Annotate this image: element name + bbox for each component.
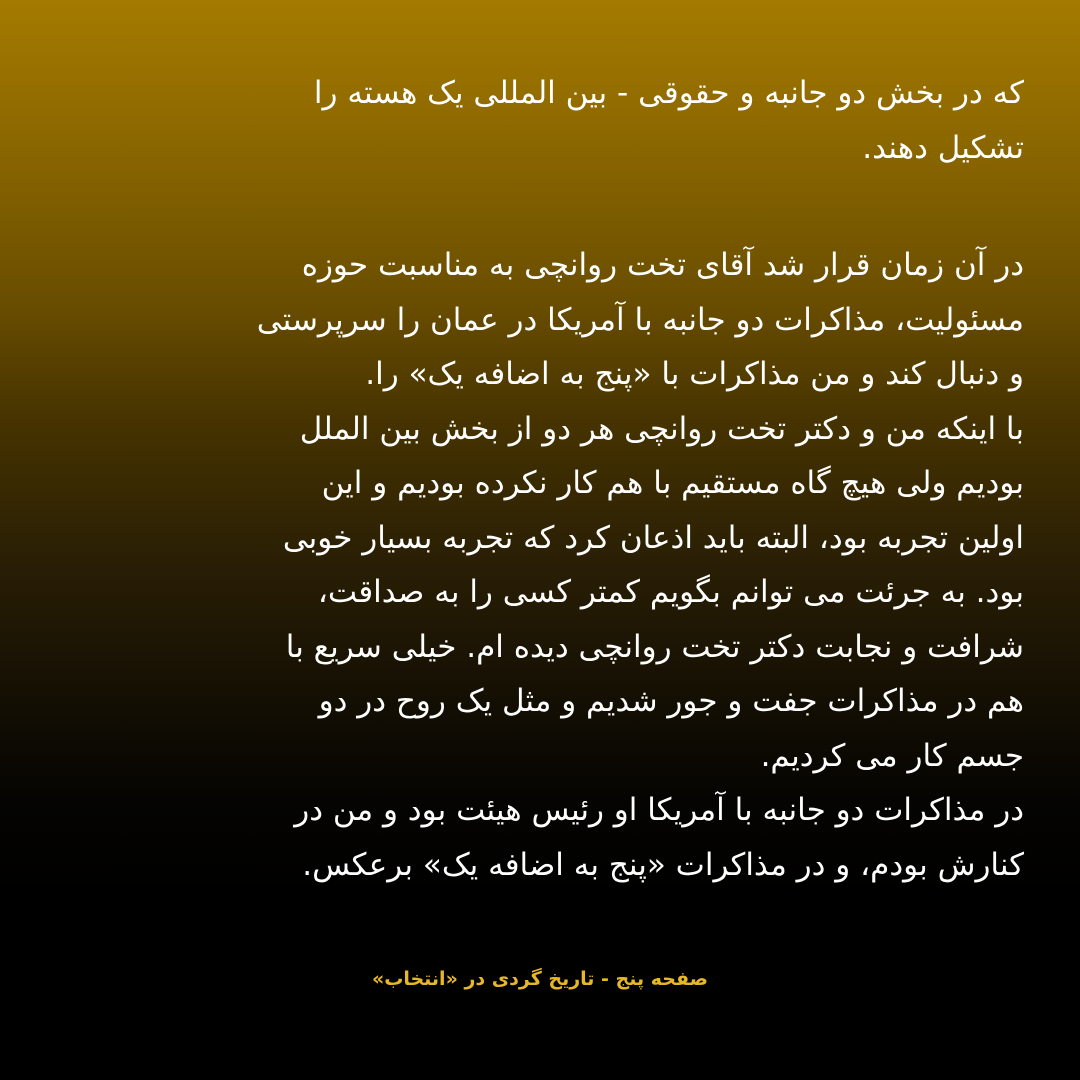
page-caption: صفحه پنج - تاریخ گردی در «انتخاب»: [371, 968, 709, 990]
text-line: که در بخش دو جانبه و حقوقی - بین المللی یک هسته را: [313, 75, 1024, 111]
text-line: در مذاکرات دو جانبه با آمریکا او رئیس هیئت بود و من در: [294, 792, 1024, 828]
text-line: بود. به جرئت می توانم بگویم کمتر کسی را به صداقت،: [317, 574, 1024, 610]
paragraph-2: [84, 238, 1024, 402]
text-line: هم در مذاکرات جفت و جور شدیم و مثل یک روح در دو: [318, 683, 1024, 719]
paragraph-3: [84, 402, 1024, 784]
paragraph-spacer: [84, 175, 1024, 238]
text-line: بودیم ولی هیچ گاه مستقیم با هم کار نکرده بودیم و این: [321, 465, 1024, 501]
text-line: مسئولیت، مذاکرات دو جانبه با آمریکا در عمان را سرپرستی: [256, 301, 1024, 338]
text-line: کنارش بودم، و در مذاکرات «پنج به اضافه یک» برعکس.: [302, 846, 1024, 883]
text-line: و دنبال کند و من مذاکرات با «پنج به اضافه یک» را.: [365, 356, 1024, 392]
text-line: شرافت و نجابت دکتر تخت روانچی دیده ام. خیلی سریع با: [285, 628, 1024, 665]
document-body: [84, 66, 1024, 892]
text-line: با اینکه من و دکتر تخت روانچی هر دو از بخش بین الملل: [299, 410, 1024, 447]
paragraph-1: [84, 66, 1024, 175]
text-line: اولین تجربه بود، البته باید اذعان کرد که تجربه بسیار خوبی: [282, 519, 1024, 556]
text-line: تشکیل دهند.: [862, 129, 1024, 166]
text-line: جسم کار می کردیم.: [760, 737, 1024, 774]
paragraph-4: [84, 783, 1024, 892]
text-line: در آن زمان قرار شد آقای تخت روانچی به مناسبت حوزه: [301, 247, 1024, 283]
